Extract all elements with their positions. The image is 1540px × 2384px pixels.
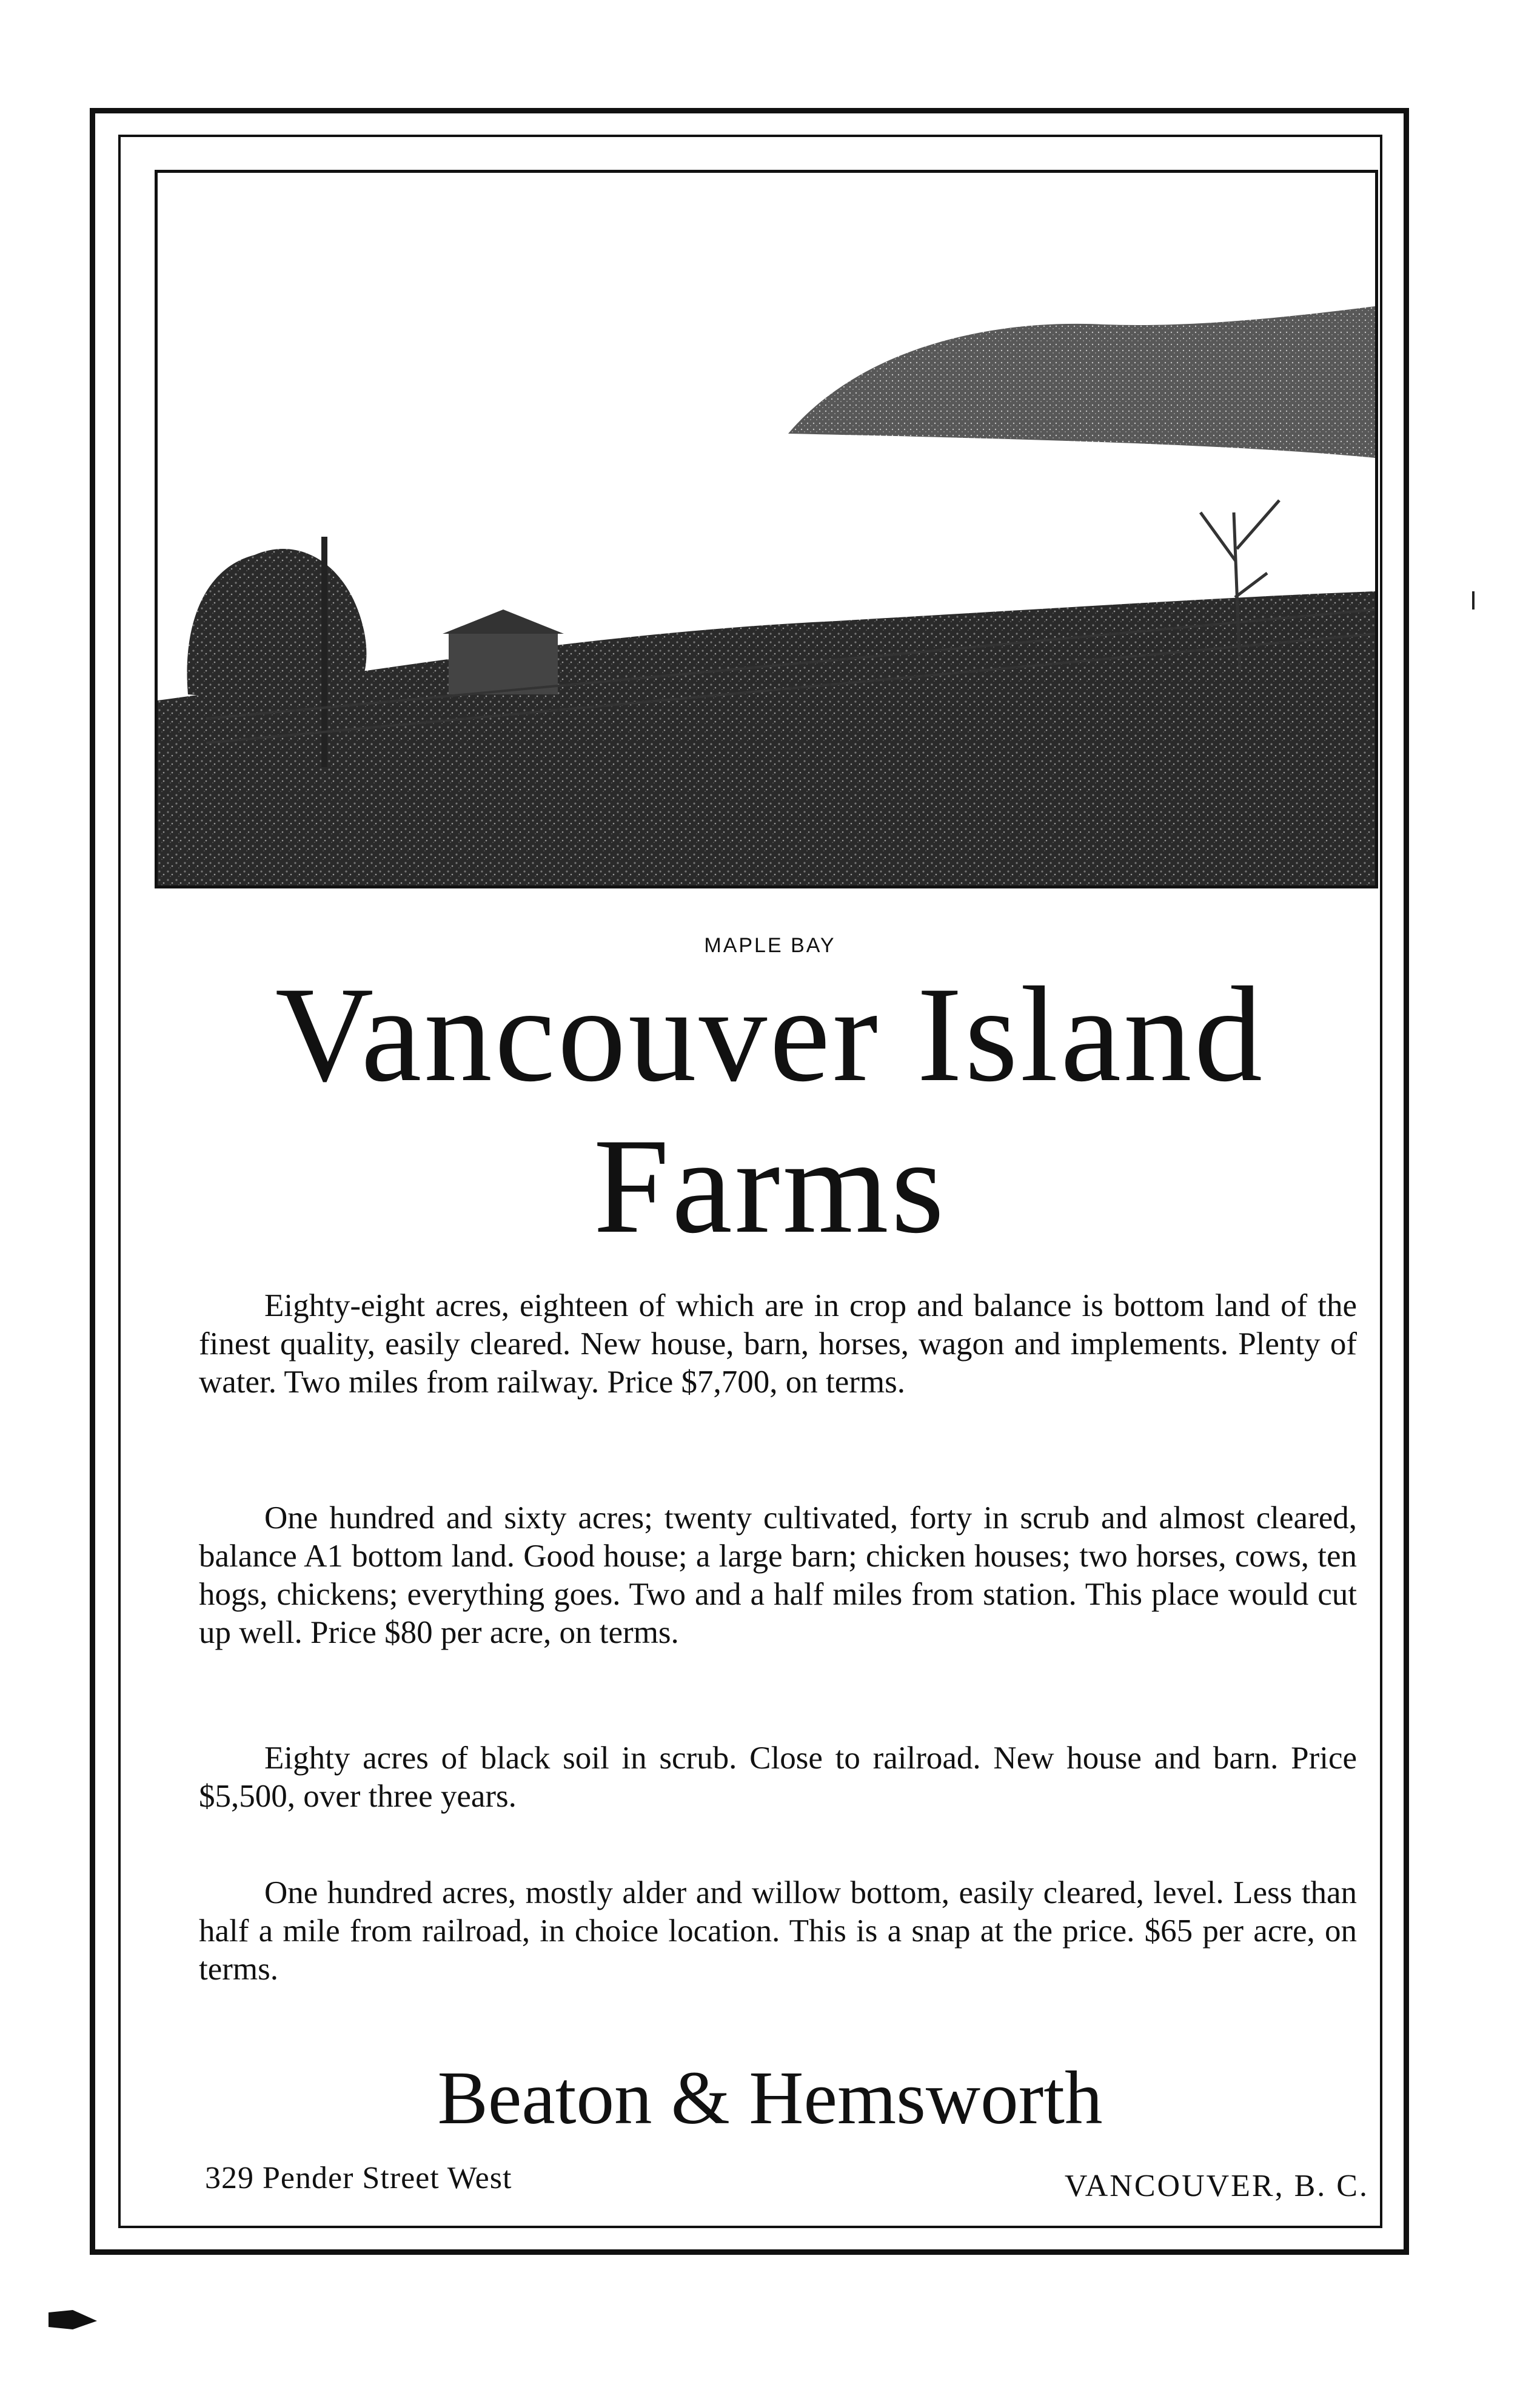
photo-caption: MAPLE BAY: [704, 934, 836, 957]
listing-paragraph: Eighty acres of black soil in scrub. Close to railroad. New house and barn. Price $5,500, over three years.: [199, 1741, 1357, 1814]
listing-paragraph: Eighty-eight acres, eighteen of which are in crop and balance is bottom land of the finest quality, easily cleared. New house, barn, horses, wagon and implements. Plenty of water. Two miles from railway. Price $7,700, on terms.: [199, 1288, 1357, 1400]
headline-line-2: Farms: [593, 1110, 947, 1261]
maple-bay-photograph: [155, 170, 1378, 888]
listing-paragraph: One hundred acres, mostly alder and willow bottom, easily cleared, level. Less than half a mile from railroad, in choice location. This is a snap at the price. $65 per acre, on terms.: [199, 1875, 1357, 1987]
corner-arrow-mark: [49, 2308, 103, 2332]
margin-mark: [1472, 591, 1475, 609]
advertiser-city: VANCOUVER, B. C.: [1064, 2169, 1369, 2203]
headline-line-1: Vancouver Island: [275, 958, 1265, 1110]
advertiser-name: Beaton & Hemsworth: [437, 2057, 1103, 2140]
listing-paragraph: One hundred and sixty acres; twenty cultivated, forty in scrub and almost cleared, balance A1 bottom land. Good house; a large barn; chicken houses; two horses, cows, ten hogs, chickens; everything goes. Two and a half miles from station. This place would cut up well. Price $80 per acre, on terms.: [199, 1500, 1357, 1650]
advertiser-street: 329 Pender Street West: [205, 2161, 512, 2195]
